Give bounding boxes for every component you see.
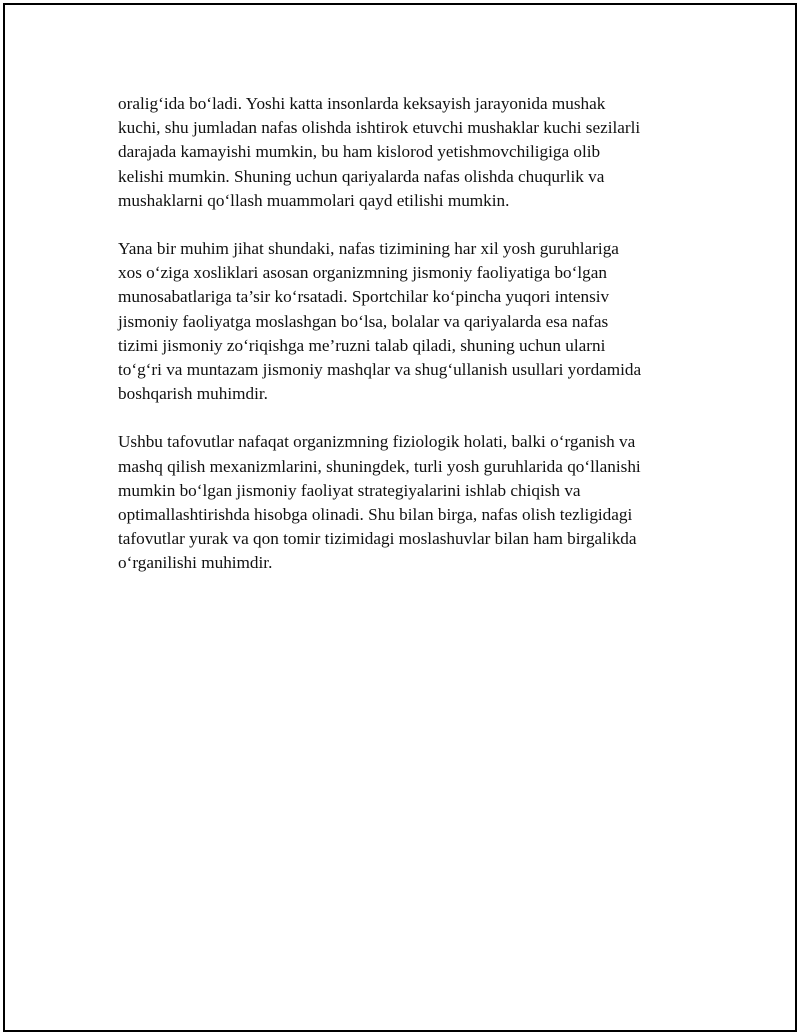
text-line: mumkin bo‘lgan jismoniy faoliyat strategiyalarini ishlab chiqish va [118,480,581,500]
text-line: tafovutlar yurak va qon tomir tizimidagi moslashuvlar bilan ham birgalikda [118,529,637,549]
paragraph-2 [118,237,698,406]
text-line: Yana bir muhim jihat shundaki, nafas tizimining har xil yosh guruhlariga [118,239,619,259]
document-body [118,92,698,600]
text-line: mashq qilish mexanizmlarini, shuningdek, turli yosh guruhlarida qo‘llanishi [118,456,641,476]
text-line: kelishi mumkin. Shuning uchun qariyalarda nafas olishda chuqurlik va [118,166,605,186]
text-line: Ushbu tafovutlar nafaqat organizmning fiziologik holati, balki o‘rganish va [118,432,636,452]
paragraph-3 [118,430,698,575]
text-line: xos o‘ziga xosliklari asosan organizmning jismoniy faoliyatiga bo‘lgan [118,263,607,283]
text-line: to‘g‘ri va muntazam jismoniy mashqlar va shug‘ullanish usullari yordamida [118,360,642,380]
text-line: o‘rganilishi muhimdir. [118,553,273,573]
text-line: darajada kamayishi mumkin, bu ham kislorod yetishmovchiligiga olib [118,142,601,162]
text-line: munosabatlariga ta’sir ko‘rsatadi. Sportchilar ko‘pincha yuqori intensiv [118,287,610,307]
text-line: tizimi jismoniy zo‘riqishga me’ruzni talab qiladi, shuning uchun ularni [118,335,606,355]
text-line: optimallashtirishda hisobga olinadi. Shu bilan birga, nafas olish tezligidagi [118,505,633,525]
text-line: boshqarish muhimdir. [118,384,268,404]
text-line: oralig‘ida bo‘ladi. Yoshi katta insonlarda keksayish jarayonida mushak [118,94,606,113]
paragraph-1 [118,92,698,213]
text-line: mushaklarni qo‘llash muammolari qayd etilishi mumkin. [118,190,510,210]
text-line: jismoniy faoliyatga moslashgan bo‘lsa, bolalar va qariyalarda esa nafas [118,311,609,331]
text-line: kuchi, shu jumladan nafas olishda ishtirok etuvchi mushaklar kuchi sezilarli [118,118,641,138]
